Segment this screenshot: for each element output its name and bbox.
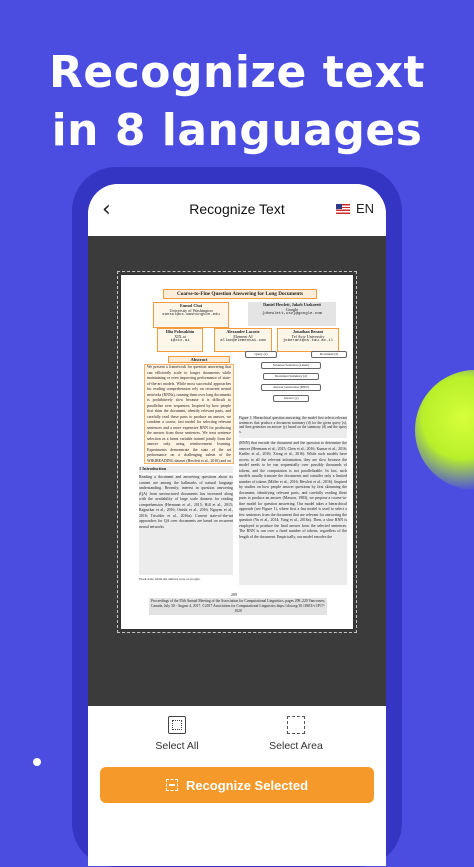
selection-toolbar — [88, 706, 386, 766]
author-name: Jonathan Berant — [292, 329, 324, 334]
author-affil: University of Washington — [169, 308, 213, 313]
figure-diagram — [239, 351, 347, 411]
us-flag-icon — [336, 204, 350, 214]
select-area-button[interactable] — [236, 716, 356, 752]
author-email: joberant@cs.tau.ac.il — [282, 339, 334, 343]
diagram-generation: Answer Generation (RNN) — [261, 384, 321, 391]
doc-title[interactable]: Coarse-to-Fine Question Answering for Long Documents — [163, 289, 317, 299]
diagram-selection: Sentence Selection (Latent) — [261, 362, 321, 369]
headline-line-2: in 8 languages — [51, 105, 423, 156]
footnote: Work done while the authors were at Google. — [139, 577, 201, 581]
author-email: eunsol@cs.washington.edu — [162, 313, 220, 317]
author-name: Daniel Hewlett, Jakob Uszkoreit — [263, 302, 321, 307]
decorative-dot — [33, 758, 41, 766]
promo-headline — [0, 44, 474, 160]
author-name: Alexandre Lacoste — [226, 329, 260, 334]
author-name: Eunsol Choi — [180, 303, 202, 308]
author-email: {dhewlett,usz}@google.com — [261, 312, 322, 316]
document-canvas[interactable] — [88, 236, 386, 706]
diagram-query: Query (x) — [245, 351, 277, 358]
author-email: allac@elementai.com — [220, 339, 266, 343]
chevron-left-icon[interactable]: ‹ — [102, 197, 111, 222]
scan-text-icon — [166, 779, 178, 791]
select-all-icon — [168, 716, 186, 734]
author-block-4[interactable] — [214, 328, 272, 352]
figure-caption[interactable]: Figure 1: Hierarchical question answering: the model first selects relevant sentences that produce a document summary (d) for the given query (x), and then generates an answer (y) based on the summary (d) and the query x. — [239, 416, 347, 438]
abstract-text[interactable]: We present a framework for question answering that can efficiently scale to longer documents while maintaining or even improving performance of state-of-the-art models. While most successful approaches for reading comprehension rely on recurrent neural networks (RNNs), running them over long documents is prohibitively slow because it is difficult to parallelize over sequences. Inspired by how people first skim the document, identify relevant parts, and carefully read these parts to produce an answer, we combine a coarse, fast model for selecting relevant sentences and a more expensive RNN for producing the answer from those sentences. We treat sentence selection as a latent variable trained jointly from the answer only using reinforcement learning. Experiments demonstrate the state of the art performance on a challenging subset of the WIKIREADING dataset (Hewlett et al., 2016) and on — [144, 364, 234, 464]
diagram-answer: Answer (y) — [273, 395, 309, 402]
proceedings-footer[interactable]: Proceedings of the 55th Annual Meeting of the Association for Computational Linguistics, pages 209–220 Vancouver, Canada, July 30 - August 4, 2017. ©2017 Association for Computational Linguistics https://doi.org/10.18653/v1/P17-1020 — [150, 599, 326, 613]
right-column-text[interactable]: (RNN) that encode the document and the question to determine the answer (Hermann et al., 2015; Chen et al., 2016; Kumar et al., 2016; Kadlec et al., 2016; Xiong et al., 2016). While such models have access to all the relevant information, they are slow because the model needs to be run sequentially over possibly thousands of tokens, and the computation is not parallelizable. In fact, such models usually truncate the documents and consider only a limited number of tokens (Miller et al., 2016; Hewlett et al., 2016). Inspired by studies on how people answer questions by first skimming the document, identifying relevant parts, and carefully reading these parts to produce an answer (Masson, 1983), we propose a coarse-to-fine model for question answering. Our model takes a hierarchical approach (see Figure 1), where first a fast model is used to select a few sentences from the document that are relevant for answering the question (Yu et al., 2014; Yang et al., 2016a). Then, a slow RNN is employed to produce the final answer from the selected sentences. The RNN is run over a fixed number of tokens, regardless of the length of the document. Empirically, our model encodes the — [239, 441, 347, 585]
author-email: i@xix.ai — [170, 339, 190, 343]
decorative-glow — [415, 370, 474, 490]
author-affil: Google — [285, 307, 299, 312]
author-block-1[interactable] — [153, 302, 229, 328]
document-page — [121, 275, 353, 629]
headline-line-1: Recognize text — [49, 47, 425, 98]
app-screen — [88, 184, 386, 866]
select-all-label: Select All — [155, 740, 199, 752]
diagram-document: Document (d) — [311, 351, 347, 358]
author-block-2[interactable] — [248, 302, 336, 326]
author-affil: Element AI — [233, 334, 253, 339]
intro-text[interactable]: Reading a document and answering questions about its content are among the hallmarks of natural language understanding. Recently, interest in question answering (QA) from unstructured documents has increased along with the availability of large scale datasets for reading comprehension (Hermann et al., 2015; Hill et al., 2015; Rajpurkar et al., 2016; Onishi et al., 2016; Nguyen et al., 2016; Trischler et al., 2016a). Current state-of-the-art approaches for QA over documents are based on recurrent neural networks — [139, 475, 233, 575]
language-selector[interactable] — [336, 201, 374, 216]
language-code: EN — [355, 201, 374, 216]
diagram-summary: Document Summary (d) — [263, 373, 319, 380]
page-number: 209 — [231, 592, 237, 597]
recognize-selected-label: Recognize Selected — [185, 777, 309, 793]
intro-heading[interactable]: 1 Introduction — [139, 466, 233, 473]
select-all-button[interactable] — [117, 716, 237, 752]
page-title: Recognize Text — [189, 201, 285, 217]
author-block-5[interactable] — [277, 328, 339, 352]
abstract-heading[interactable]: Abstract — [168, 356, 230, 363]
top-bar — [88, 184, 386, 236]
author-affil: XIX.ai — [174, 334, 186, 339]
select-area-label: Select Area — [269, 740, 323, 752]
select-area-icon — [287, 716, 305, 734]
author-name: Illia Polosukhin — [165, 329, 195, 334]
recognize-selected-button[interactable] — [100, 767, 374, 803]
author-block-3[interactable] — [157, 328, 203, 352]
author-affil: Tel Aviv University — [291, 334, 325, 339]
